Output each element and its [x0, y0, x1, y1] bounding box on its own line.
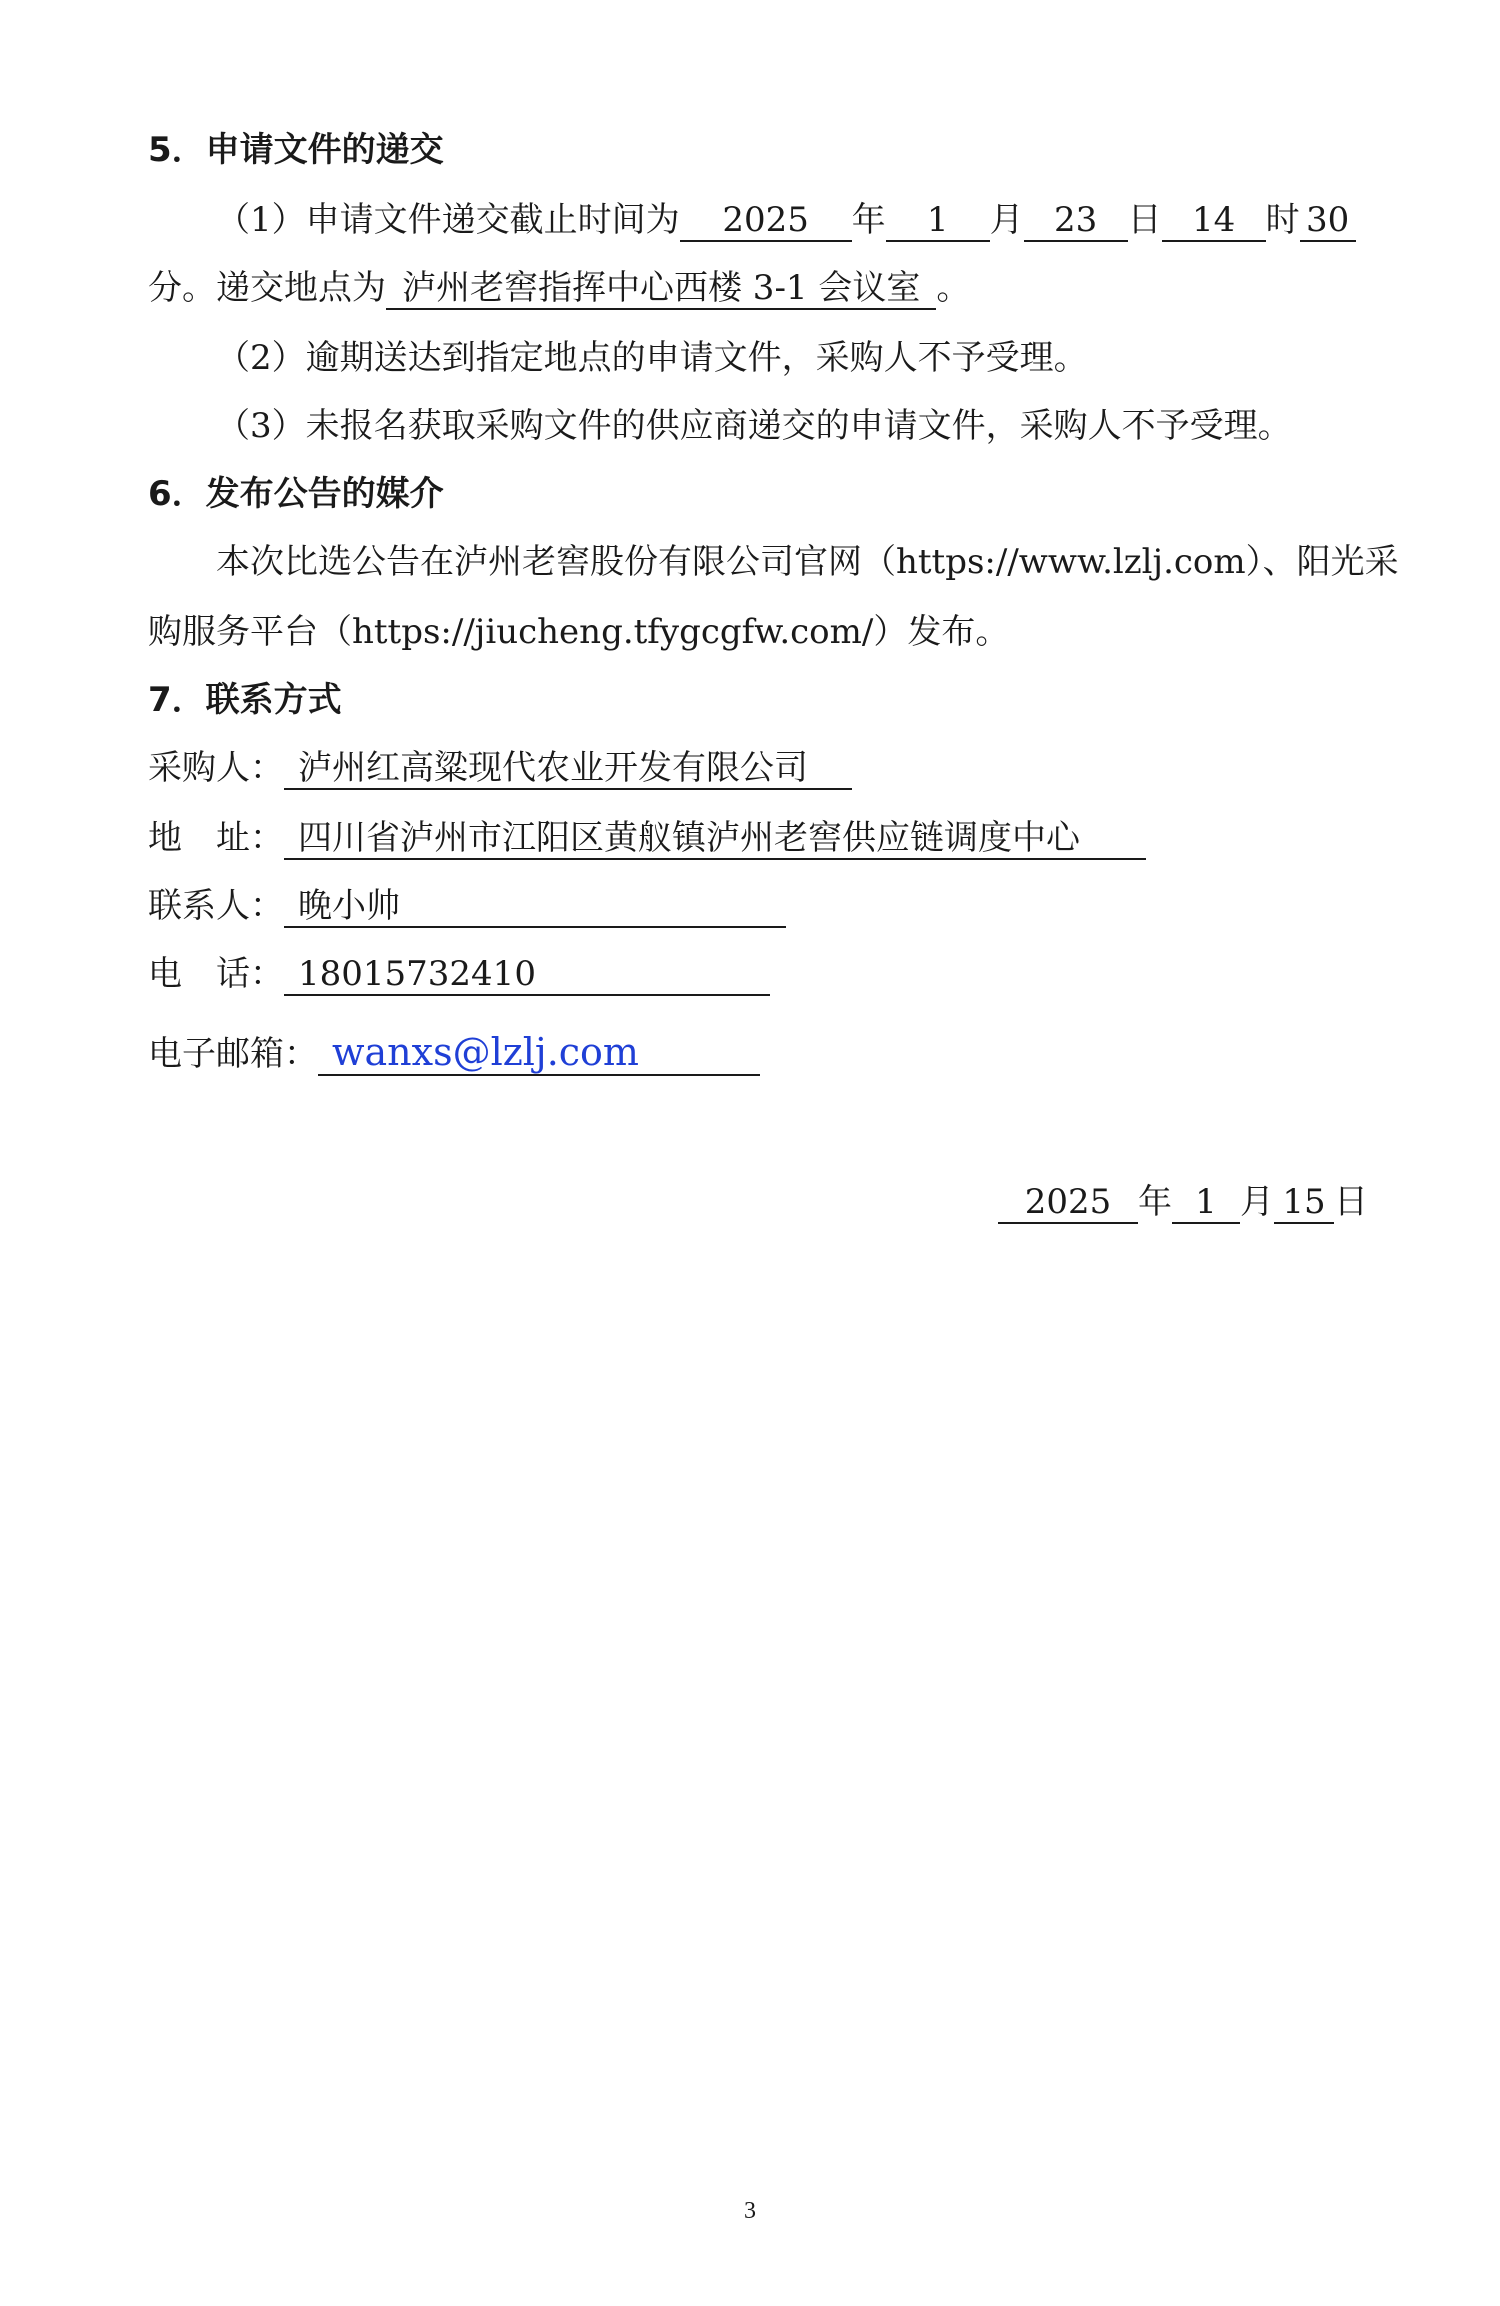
buyer-row — [148, 744, 852, 792]
email-underline — [318, 1032, 760, 1076]
deadline-month-unit: 月 — [989, 200, 1024, 240]
deadline-day: 23 — [1024, 200, 1128, 242]
signature-day: 15 — [1274, 1182, 1334, 1224]
location-line — [148, 264, 970, 312]
late-submission-note: （2）逾期送达到指定地点的申请文件，采购人不予受理。 — [216, 338, 1088, 378]
deadline-line — [216, 196, 1356, 244]
deadline-year: 2025 — [680, 200, 852, 242]
deadline-minute: 30 — [1300, 200, 1356, 242]
phone-value: 18015732410 — [284, 954, 770, 996]
signature-month: 1 — [1172, 1182, 1240, 1224]
deadline-day-unit: 日 — [1127, 200, 1162, 240]
deadline-hour-unit: 时 — [1265, 200, 1300, 240]
contact-row — [148, 882, 786, 930]
section-5-heading: 5．申请文件的递交 — [148, 130, 444, 170]
signature-day-unit: 日 — [1334, 1182, 1368, 1222]
address-row — [148, 814, 1146, 862]
email-label: 电子邮箱： — [148, 1034, 318, 1074]
deadline-year-unit: 年 — [851, 200, 886, 240]
location-prefix: 分。递交地点为 — [148, 268, 386, 308]
phone-row — [148, 950, 770, 998]
phone-label: 电 话： — [148, 954, 284, 994]
signature-date — [998, 1178, 1368, 1226]
buyer-label: 采购人： — [148, 748, 284, 788]
signature-year: 2025 — [998, 1182, 1138, 1224]
deadline-month: 1 — [886, 200, 990, 242]
media-line-2: 购服务平台（https://jiucheng.tfygcgfw.com/）发布。 — [148, 612, 1010, 652]
signature-month-unit: 月 — [1240, 1182, 1274, 1222]
location-suffix: 。 — [936, 268, 971, 308]
section-7-heading: 7．联系方式 — [148, 680, 342, 720]
contact-value: 晚小帅 — [284, 886, 786, 928]
location-value: 泸州老窖指挥中心西楼 3-1 会议室 — [386, 268, 936, 310]
contact-label: 联系人： — [148, 886, 284, 926]
page-number: 3 — [744, 2198, 756, 2224]
email-link[interactable]: wanxs@lzlj.com — [332, 1030, 639, 1074]
media-line-1: 本次比选公告在泸州老窖股份有限公司官网（https://www.lzlj.com）、阳光采 — [216, 542, 1399, 582]
deadline-prefix: （1）申请文件递交截止时间为 — [216, 200, 680, 240]
buyer-value: 泸州红高粱现代农业开发有限公司 — [284, 748, 852, 790]
deadline-hour: 14 — [1162, 200, 1266, 242]
section-6-heading: 6．发布公告的媒介 — [148, 474, 444, 514]
address-label: 地 址： — [148, 818, 284, 858]
email-row — [148, 1030, 760, 1078]
address-value: 四川省泸州市江阳区黄舣镇泸州老窖供应链调度中心 — [284, 818, 1146, 860]
signature-year-unit: 年 — [1138, 1182, 1172, 1222]
unregistered-note: （3）未报名获取采购文件的供应商递交的申请文件，采购人不予受理。 — [216, 406, 1292, 446]
